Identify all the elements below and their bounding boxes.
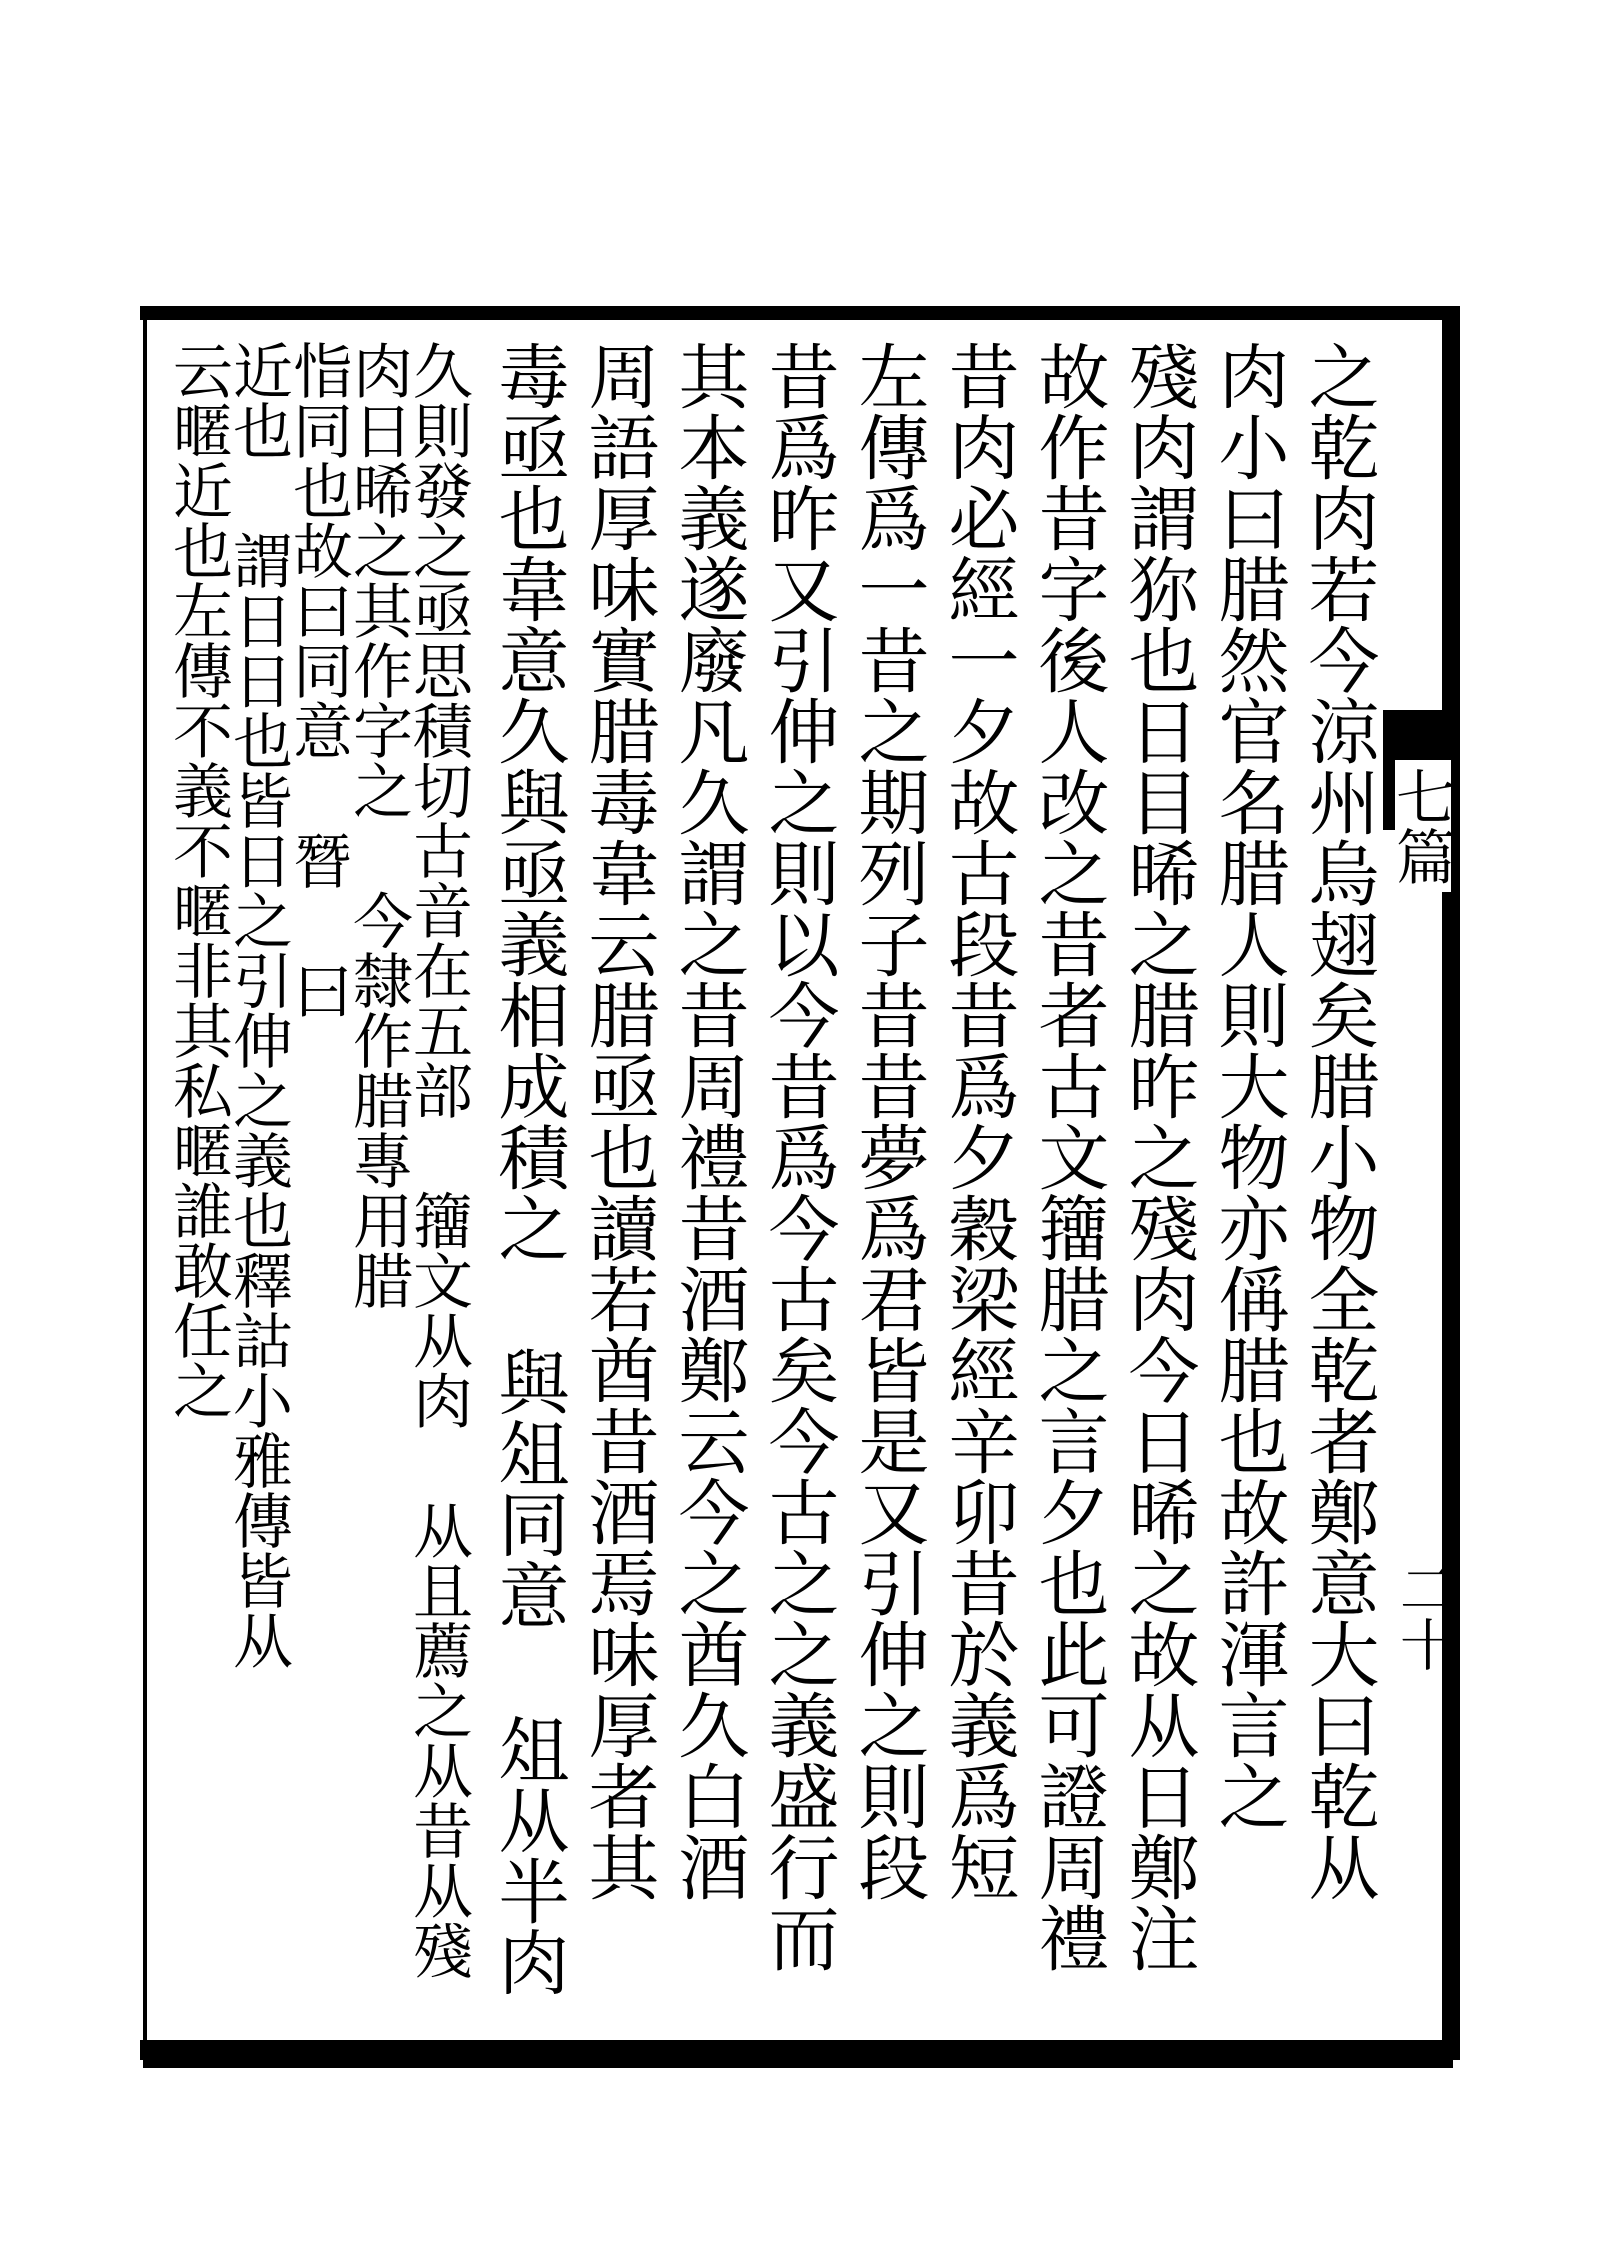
text-column: 肉日晞之其作字之 今隸作腊專用腊 [343, 340, 413, 1310]
text-column: 肉小曰腊然官名腊人則大物亦偁腊也故許渾言之 [1207, 340, 1290, 1831]
frame-bottom-rule [140, 2040, 1460, 2060]
text-column: 云暱近也左傳不義不暱非其私暱誰敢任之 [163, 340, 233, 1420]
text-column: 左傳爲一昔之期列子昔昔夢爲君皆是又引伸之則段 [847, 340, 930, 1902]
text-area [163, 340, 1382, 2040]
text-column: 久則發之亟思積切古音在五部 籒文从肉 从且薦之从昔从殘 [403, 340, 473, 1980]
banxin-title: 七篇 [1395, 760, 1451, 892]
text-column: 之乾肉若今涼州烏翅矣腊小物全乾者鄭意大曰乾从 [1297, 340, 1380, 1902]
text-column: 恉同也故曰同意 朁 曰 [283, 340, 353, 1020]
text-column: 故作昔字後人改之昔者古文籒腊之言夕也此可證周禮 [1027, 340, 1110, 1973]
banxin-page-mark: 二十 [1391, 1560, 1456, 1672]
text-column: 昔肉必經一夕故古段昔爲夕穀梁經辛卯昔於義爲短 [937, 340, 1020, 1902]
text-column: 昔爲昨又引伸之則以今昔爲今古矣今古之之義盛行而 [757, 340, 840, 1973]
banxin-rule [1442, 308, 1460, 2058]
text-column: 其本義遂廢凡久謂之昔周禮昔酒鄭云今之酋久白酒 [667, 340, 750, 1902]
text-column: 殘肉謂狝也日目晞之腊昨之殘肉今日晞之故从日鄭注 [1117, 340, 1200, 1973]
text-column: 毒亟也韋意久與亟義相成積之 與俎同意 俎从半肉 [487, 340, 570, 1997]
text-column: 近也 謂日日也皆日之引伸之義也釋詁小雅傳皆从 [223, 340, 293, 1670]
text-column: 周語厚味實腊毒韋云腊亟也讀若酋昔酒焉味厚者其 [577, 340, 660, 1902]
